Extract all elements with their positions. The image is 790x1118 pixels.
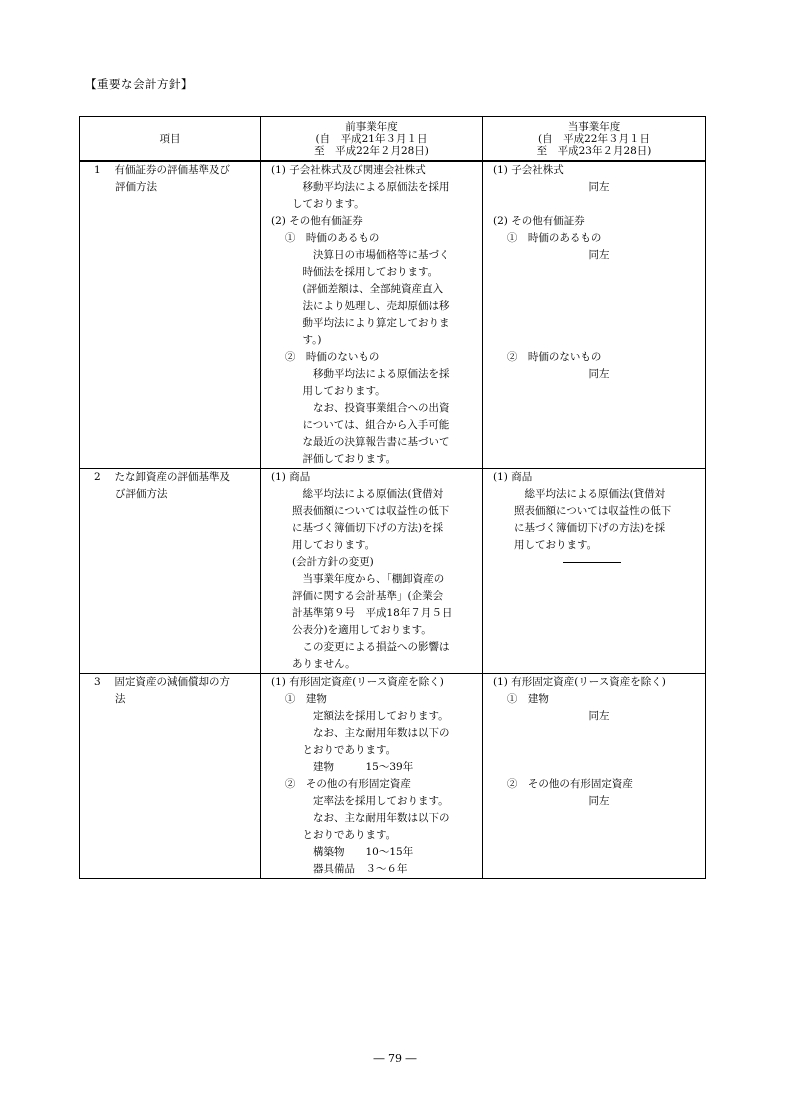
prev-line: ② その他の有形固定資産: [271, 778, 411, 790]
curr-blank-line: [493, 298, 705, 315]
table-row: [80, 469, 706, 674]
curr-line: (2) その他有価証券: [493, 215, 585, 227]
prev-line: 動平均法により算定しておりま: [271, 317, 450, 329]
header-curr-from: (自 平成22年３月１日: [538, 132, 650, 145]
prev-line: (1) 有形固定資産(リース資産を除く): [271, 676, 444, 688]
dash-rule: [563, 562, 621, 563]
prev-line: 当事業年度から、「棚卸資産の: [271, 573, 445, 585]
item-line: 1 有価証券の評価基準及び: [94, 164, 231, 176]
prev-line: 法により処理し、売却原価は移: [271, 300, 450, 312]
prev-line: 構築物 10～15年: [271, 846, 414, 858]
curr-blank-line: [493, 281, 705, 298]
curr-line: ① 時価のあるもの: [493, 232, 602, 244]
prev-line: ありません。: [271, 658, 356, 670]
prev-line: 用しております。: [271, 539, 376, 551]
curr-line: 同左: [588, 710, 610, 722]
prev-line: なお、投資事業組合への出資: [271, 402, 450, 414]
page-number: ― 79 ―: [373, 1052, 417, 1065]
prev-line: (会計方針の変更): [271, 556, 374, 568]
item-line: 法: [94, 693, 126, 705]
curr-blank-line: [493, 196, 705, 213]
curr-line: に基づく簿価切下げの方法)を採: [493, 522, 666, 534]
prev-line: 建物 15～39年: [271, 761, 414, 773]
prev-line: 定額法を採用しております。: [271, 710, 449, 722]
curr-blank-line: [493, 315, 705, 332]
prev-period-cell: [261, 469, 483, 674]
prev-line: (2) その他有価証券: [271, 215, 363, 227]
item-line: 2 たな卸資産の評価基準及: [94, 471, 231, 483]
curr-line: (1) 有形固定資産(リース資産を除く): [493, 676, 666, 688]
prev-line: ① 建物: [271, 693, 327, 705]
curr-line: 同左: [588, 795, 610, 807]
curr-line: 総平均法による原価法(貸借対: [493, 488, 666, 500]
prev-line: 評価に関する会計基準」(企業会: [271, 590, 444, 602]
prev-line: とおりであります。: [271, 829, 397, 841]
prev-line: な最近の決算報告書に基づいて: [271, 436, 450, 448]
header-prev-title: 前事業年度: [345, 120, 398, 133]
prev-line: なお、主な耐用年数は以下の: [271, 812, 450, 824]
prev-period-cell: [261, 674, 483, 879]
prev-line: 決算日の市場価格等に基づく: [271, 249, 450, 261]
section-title: 【重要な会計方針】: [85, 77, 193, 91]
prev-line: 総平均法による原価法(貸借対: [271, 488, 444, 500]
curr-line: ② その他の有形固定資産: [493, 778, 633, 790]
prev-line: 移動平均法による原価法を採: [271, 368, 450, 380]
prev-line: 器具備品 ３～６年: [271, 863, 408, 875]
prev-line: 公表分)を適用しております。: [271, 624, 432, 636]
header-prev-from: (自 平成21年３月１日: [315, 132, 428, 145]
curr-blank-line: [493, 742, 705, 759]
curr-line: 同左: [588, 249, 610, 261]
prev-line: (1) 子会社株式及び関連会社株式: [271, 164, 426, 176]
curr-line: 同左: [588, 181, 610, 193]
prev-line: については、組合から入手可能: [271, 419, 450, 431]
curr-line: 同左: [588, 368, 610, 380]
curr-line: 用しております。: [493, 539, 598, 551]
prev-line: に基づく簿価切下げの方法)を採: [271, 522, 444, 534]
prev-line: ① 時価のあるもの: [271, 232, 380, 244]
header-curr-period: [483, 117, 706, 162]
header-item-label: 項目: [159, 132, 181, 145]
prev-line: 評価しております。: [271, 453, 397, 465]
header-curr-to: 至 平成23年２月28日): [536, 144, 652, 157]
curr-blank-line: [493, 264, 705, 281]
item-cell: [80, 469, 261, 674]
curr-line: 照表価額については収益性の低下: [493, 505, 672, 517]
prev-line: 用しております。: [271, 385, 386, 397]
prev-line: ② 時価のないもの: [271, 351, 380, 363]
header-prev-period: [261, 117, 483, 162]
curr-line: (1) 商品: [493, 471, 533, 483]
item-cell: [80, 161, 261, 469]
header-curr-title: 当事業年度: [567, 120, 621, 133]
prev-period-cell: [261, 161, 483, 469]
prev-line: (1) 商品: [271, 471, 311, 483]
header-item: [80, 117, 261, 162]
curr-rule-line: [493, 554, 705, 571]
header-prev-to: 至 平成22年２月28日): [314, 144, 429, 157]
item-line: 3 固定資産の減価償却の方: [94, 676, 231, 688]
prev-line: とおりであります。: [271, 744, 397, 756]
prev-line: なお、主な耐用年数は以下の: [271, 727, 450, 739]
table-row: [80, 674, 706, 879]
prev-line: 照表価額については収益性の低下: [271, 505, 450, 517]
prev-line: 定率法を採用しております。: [271, 795, 449, 807]
prev-line: しております。: [271, 198, 365, 210]
curr-period-cell: [483, 674, 706, 879]
table-header-row: [80, 117, 706, 162]
prev-line: この変更による損益への影響は: [271, 641, 450, 653]
table-row: [80, 161, 706, 469]
prev-line: 計基準第９号 平成18年７月５日: [271, 607, 453, 619]
prev-line: 時価法を採用しております。: [271, 266, 439, 278]
curr-line: ① 建物: [493, 693, 549, 705]
curr-blank-line: [493, 759, 705, 776]
curr-blank-line: [493, 332, 705, 349]
item-cell: [80, 674, 261, 879]
curr-period-cell: [483, 469, 706, 674]
item-line: び評価方法: [94, 488, 168, 500]
item-line: 評価方法: [94, 181, 157, 193]
prev-line: (評価差額は、全部純資産直入: [271, 283, 444, 295]
prev-line: 移動平均法による原価法を採用: [271, 181, 450, 193]
curr-period-cell: [483, 161, 706, 469]
curr-line: (1) 子会社株式: [493, 164, 564, 176]
prev-line: す。): [271, 334, 322, 346]
curr-line: ② 時価のないもの: [493, 351, 602, 363]
accounting-policies-table: [79, 116, 706, 879]
curr-blank-line: [493, 725, 705, 742]
